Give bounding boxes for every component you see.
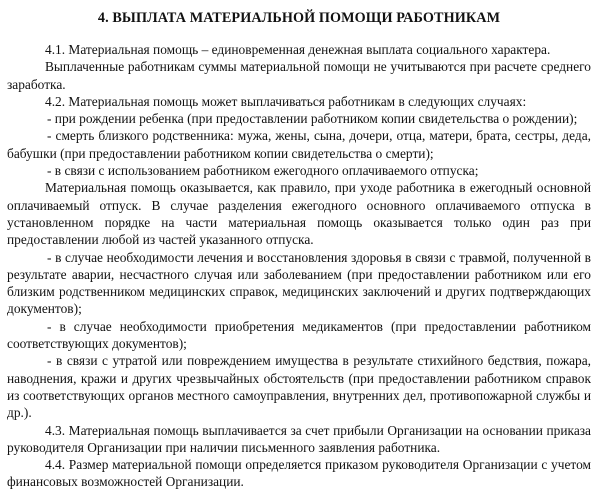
list-item-relative-death: - смерть близкого родственника: мужа, жены, сына, дочери, отца, матери, брата, сестры, деда, бабушки (при предоставлении работником копии свидетельства о смерти);	[7, 128, 591, 161]
document-page	[7, 8, 591, 491]
paragraph-4-3: 4.3. Материальная помощь выплачивается за счет прибыли Организации на основании приказа руководителя Организации при наличии письменного заявления работника.	[7, 422, 591, 455]
list-item-medical-treatment: - в случае необходимости лечения и восстановления здоровья в связи с травмой, полученной в результате аварии, несчастного случая или заболеванием (при предоставлении работником или его близким родственником медицинских справок, медицинских заключений и других подтверждающих документов);	[7, 249, 591, 317]
list-item-medicines: - в случае необходимости приобретения медикаментов (при предоставлении работником соответствующих документов);	[7, 318, 591, 352]
paragraph-leave-assistance: Материальная помощь оказывается, как правило, при уходе работника в ежегодный основной оплачиваемый отпуск. В случае разделения ежегодного основного оплачиваемого отпуска в установленном порядке на части материальная помощь оказывается только один раз при предоставлении любой из частей указанного отпуска.	[7, 180, 591, 248]
section-heading: 4. ВЫПЛАТА МАТЕРИАЛЬНОЙ ПОМОЩИ РАБОТНИКАМ	[97, 10, 501, 26]
paragraph-4-4: 4.4. Размер материальной помощи определяется приказом руководителя Организации с учетом финансовых возможностей Организации.	[7, 457, 591, 490]
list-item-property-loss: - в связи с утратой или повреждением имущества в результате стихийного бедствия, пожара, наводнения, кражи и других чрезвычайных обстоятельств (при предоставлении работником справок из соответствующих органов местного самоуправления, внутренних дел, противопожарной службы и др.).	[7, 353, 591, 421]
list-item-annual-leave: - в связи с использованием работником ежегодного оплачиваемого отпуска;	[47, 163, 479, 179]
paragraph-4-2: 4.2. Материальная помощь может выплачиваться работникам в следующих случаях:	[45, 93, 527, 109]
list-item-childbirth: - при рождении ребенка (при предоставлении работником копии свидетельства о рождении);	[47, 111, 578, 127]
paragraph-average-earnings: Выплаченные работникам суммы материальной помощи не учитываются при расчете среднего заработка.	[7, 59, 591, 92]
paragraph-4-1: 4.1. Материальная помощь – единовременная денежная выплата социального характера.	[45, 42, 551, 57]
